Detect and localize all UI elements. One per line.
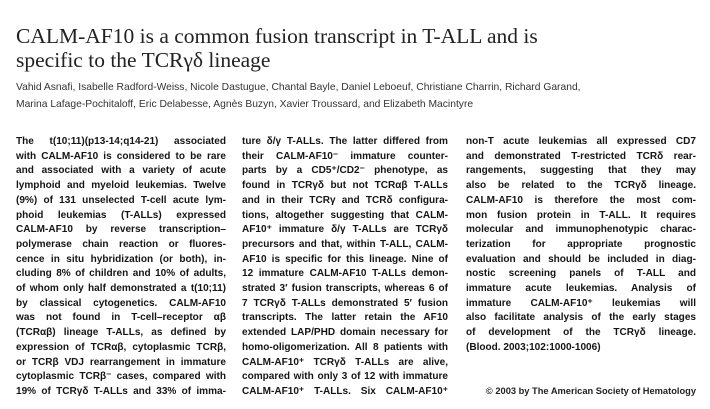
abstract-line: non-T acute leukemias all expressed CD7 — [466, 136, 696, 147]
author-line: Vahid Asnafi, Isabelle Radford-Weiss, Nicole Dastugue, Chantal Bayle, Daniel Leboeuf, Christiane Charrin, Richard Garand, — [16, 82, 581, 93]
abstract-line: CALM-AF10 is therefore the most com- — [466, 194, 696, 206]
abstract-line: polymerase chain reaction or fluores- — [16, 238, 226, 250]
abstract-line: cytoplasmic TCRβ⁻ cases, compared with — [16, 371, 226, 383]
abstract-line: CALM-AF10 by reverse transcription– — [16, 224, 226, 236]
author-list — [16, 80, 706, 113]
abstract-line: 7 TCRγδ T-ALLs demonstrated 5′ fusion — [242, 297, 448, 309]
abstract-line: 19% of TCRγδ T-ALLs and 33% of imma- — [16, 385, 226, 397]
abstract-line: expression of TCRαβ, cytoplasmic TCRβ, — [16, 341, 226, 353]
abstract-line: also facilitate analysis of the early stages — [466, 312, 696, 324]
copyright-notice: © 2003 by The American Society of Hematology — [485, 386, 696, 396]
abstract-line: transcripts. The latter retain the AF10 — [242, 312, 448, 324]
abstract-line: of development of the TCRγδ lineage. — [466, 327, 696, 339]
abstract-line: lymphoid and myeloid leukemias. Twelve — [16, 180, 226, 192]
abstract-line: (Blood. 2003;102:1000-1006) — [466, 341, 601, 353]
abstract-line: molecular and immunophenotypic charac- — [466, 224, 696, 236]
abstract-line: by classical cytogenetics. CALM-AF10 — [16, 297, 226, 309]
abstract-line: precursors and that, within T-ALL, CALM- — [242, 238, 448, 250]
abstract-line: CALM-AF10⁺ TCRγδ T-ALLs are alive, — [242, 356, 448, 368]
title-line: specific to the TCRγδ lineage — [16, 48, 271, 72]
abstract-line: cence in situ hybridization (or both), in- — [16, 253, 226, 265]
abstract-line: cluding 8% of children and 10% of adults, — [16, 268, 226, 280]
abstract-line: CALM-AF10⁺ T-ALLs. Six CALM-AF10⁺ — [242, 385, 448, 397]
abstract-line: extended LAP/PHD domain necessary for — [242, 327, 448, 339]
abstract-column-3 — [466, 135, 696, 356]
abstract-line: or TCRβ VDJ rearrangement in immature — [16, 356, 226, 368]
abstract-line: homo-oligomerization. All 8 patients with — [242, 341, 448, 353]
abstract-line: rangements, suggesting that they may — [466, 165, 696, 177]
author-line: Marina Lafage-Pochitaloff, Eric Delabesse, Agnès Buzyn, Xavier Troussard, and Elizabeth Macintyre — [16, 98, 474, 110]
abstract-line: AF10 is specific for this lineage. Nine of — [242, 253, 448, 265]
abstract-column-2 — [242, 135, 448, 400]
abstract-line: parts by a CD5⁺/CD2⁻ phenotype, as — [242, 165, 448, 177]
abstract-line: and associated with a variety of acute — [16, 165, 226, 177]
abstract-line: The t(10;11)(p13-14;q14-21) associated — [16, 136, 226, 147]
abstract-line: of whom only half demonstrated a t(10;11) — [16, 283, 226, 295]
abstract-line: terization for appropriate prognostic — [466, 238, 696, 250]
title-line: CALM-AF10 is a common fusion transcript in T-ALL and is — [16, 24, 538, 48]
abstract-line: (TCRαβ) lineage T-ALLs, as defined by — [16, 327, 226, 339]
abstract-column-1 — [16, 135, 226, 400]
abstract-line: 12 immature CALM-AF10 T-ALLs demon- — [242, 268, 448, 280]
abstract-line: evaluation and should be included in diag- — [466, 253, 696, 265]
abstract-line: with CALM-AF10 is considered to be rare — [16, 150, 226, 162]
abstract-line: tions, altogether suggesting that CALM- — [242, 209, 448, 221]
abstract-line: (9%) of 131 unselected T-cell acute lym- — [16, 194, 226, 206]
abstract-line: immature CALM-AF10⁺ leukemias will — [466, 297, 696, 309]
abstract-line: nostic screening panels of T-ALL and — [466, 268, 696, 280]
abstract-line: strated 3′ fusion transcripts, whereas 6 of — [242, 283, 448, 295]
abstract-line: mon fusion protein in T-ALL. It requires — [466, 209, 696, 221]
abstract-line: and in their TCRγ and TCRδ configura- — [242, 194, 448, 206]
abstract-line: compared with only 3 of 12 with immature — [242, 371, 448, 383]
article-title — [16, 24, 686, 72]
abstract-line: ture δ/γ T-ALLs. The latter differed from — [242, 136, 448, 147]
abstract-line: AF10⁺ immature δ/γ T-ALLs are TCRγδ — [242, 224, 448, 236]
abstract-line: their CALM-AF10⁻ immature counter- — [242, 150, 448, 162]
abstract-line: immature acute leukemias. Analysis of — [466, 283, 696, 295]
abstract-line: and demonstrated T-restricted TCRδ rear- — [466, 150, 696, 162]
abstract-line: found in TCRγδ but not TCRαβ T-ALLs — [242, 180, 448, 192]
abstract-line: also be related to the TCRγδ lineage. — [466, 180, 696, 192]
abstract-line: was not found in T-cell–receptor αβ — [16, 312, 226, 324]
abstract-line: phoid leukemias (T-ALLs) expressed — [16, 209, 226, 221]
